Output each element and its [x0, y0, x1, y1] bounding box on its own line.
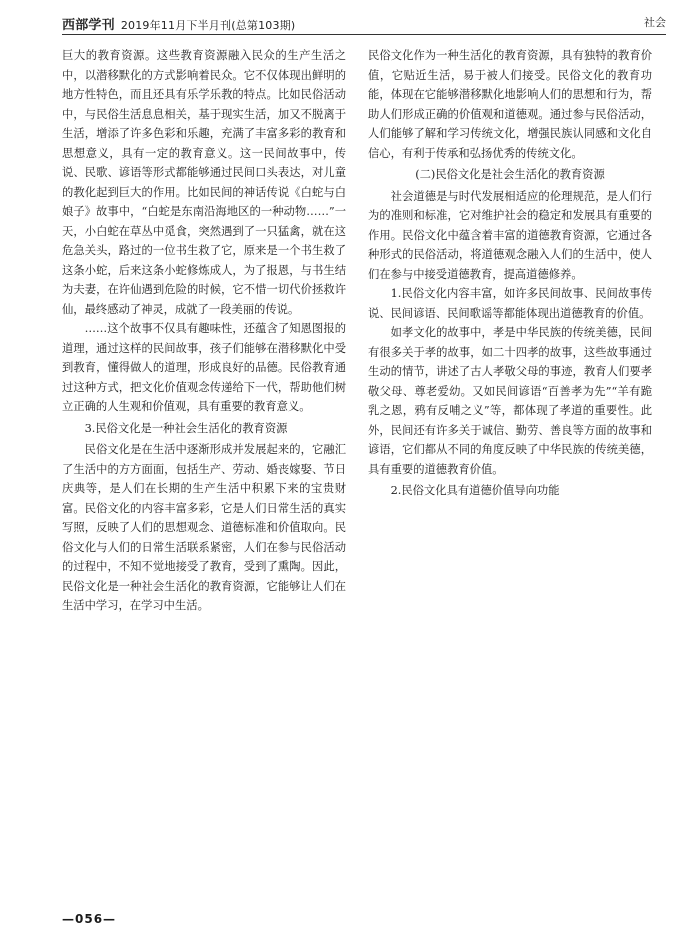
- page-header: [62, 10, 666, 35]
- section-subheading: 2.民俗文化具有道德价值导向功能: [390, 484, 560, 497]
- right-column: [368, 46, 652, 503]
- magazine-name: 西部学刊: [62, 18, 115, 33]
- paragraph: 民俗文化是在生活中逐渐形成并发展起来的，它融汇了生活中的方方面面，包括生产、劳动、婚丧嫁娶、节日庆典等，是人们在长期的生产生活中积累下来的宝贵财富。民俗文化的内容丰富多彩，它是人们日常生活的真实写照，反映了人们的思想观念、道德标准和价值取向。民俗文化与人们的日常生活联系紧密，人们在参与民俗活动的过程中，不知不觉地接受了教育，受到了熏陶。因此，民俗文化是一种社会生活化的教育资源，它能够让人们在生活中学习，在学习中生活。: [62, 443, 346, 612]
- section-label: 社会: [644, 16, 666, 29]
- paragraph: 巨大的教育资源。这些教育资源融入民众的生产生活之中，以潜移默化的方式影响着民众。它不仅体现出鲜明的地方性特色，而且还具有乐学乐教的特点。比如民俗活动中，与民俗生活息息相关，基于现实生活，加又不脱离于生活，增添了许多色彩和乐趣，充满了丰富多彩的教育和思想意义，具有一定的教育意义。这一民间故事中，传说、民歌、谚语等形式都能够通过民间口头表达，对儿童的教化起到巨大的作用。比如民间的神话传说《白蛇与白娘子》故事中，“白蛇是东南沿海地区的一种动物……”一天，小白蛇在草丛中觅食，突然遇到了一只猛禽，就在这危急关头，路过的一位书生救了它，原来是一个书生救了这条小蛇，后来这条小蛇修炼成人，为了报恩，与书生结为夫妻，在许仙遇到危险的时候，它不惜一切代价拯救许仙，最终感动了神灵，成就了一段美丽的传说。: [62, 49, 346, 316]
- numbered-point: 1.民俗文化内容丰富，如许多民间故事、民间故事传说、民间谚语、民间歌谣等都能体现出道德教育的价值。: [368, 287, 652, 320]
- section-subheading: 3.民俗文化是一种社会生活化的教育资源: [84, 421, 288, 435]
- section-heading: (二)民俗文化是社会生活化的教育资源: [415, 168, 605, 181]
- issue-info: 2019年11月下半月刊(总第103期): [120, 19, 296, 32]
- paragraph: 社会道德是与时代发展相适应的伦理规范，是人们行为的准则和标准，它对维护社会的稳定和发展具有重要的作用。民俗文化中蕴含着丰富的道德教育资源，它通过各种形式的民俗活动，将道德观念融入人们的生活中，使人们在参与中接受道德教育，提高道德修养。: [368, 189, 652, 281]
- paragraph: 如孝文化的故事中，孝是中华民族的传统美德，民间有很多关于孝的故事，如二十四孝的故事，这些故事通过生动的情节，讲述了古人孝敬父母的事迹，教育人们要孝敬父母、尊老爱幼。又如民间谚语“百善孝为先”“羊有跪乳之恩，鸦有反哺之义”等，都体现了孝道的重要性。此外，民间还有许多关于诚信、勤劳、善良等方面的故事和谚语，它们都从不同的角度反映了中华民族的传统美德，具有重要的道德教育价值。: [368, 326, 652, 476]
- paragraph: 民俗文化作为一种生活化的教育资源，具有独特的教育价值，它贴近生活，易于被人们接受。民俗文化的教育功能，体现在它能够潜移默化地影响人们的思想和行为，帮助人们形成正确的价值观和道德观。通过参与民俗活动，人们能够了解和学习传统文化，增强民族认同感和文化自信心，有利于传承和弘扬优秀的传统文化。: [368, 49, 652, 160]
- journal-info: [62, 14, 295, 33]
- page-number: —056—: [62, 912, 117, 926]
- paragraph: ……这个故事不仅具有趣味性，还蕴含了知恩图报的道理，通过这样的民间故事，孩子们能够在潜移默化中受到教育，懂得做人的道理，形成良好的品德。民俗教育通过这种方式，把文化价值观念传递给下一代，帮助他们树立正确的人生观和价值观，具有重要的教育意义。: [62, 322, 346, 413]
- left-column: [62, 46, 346, 616]
